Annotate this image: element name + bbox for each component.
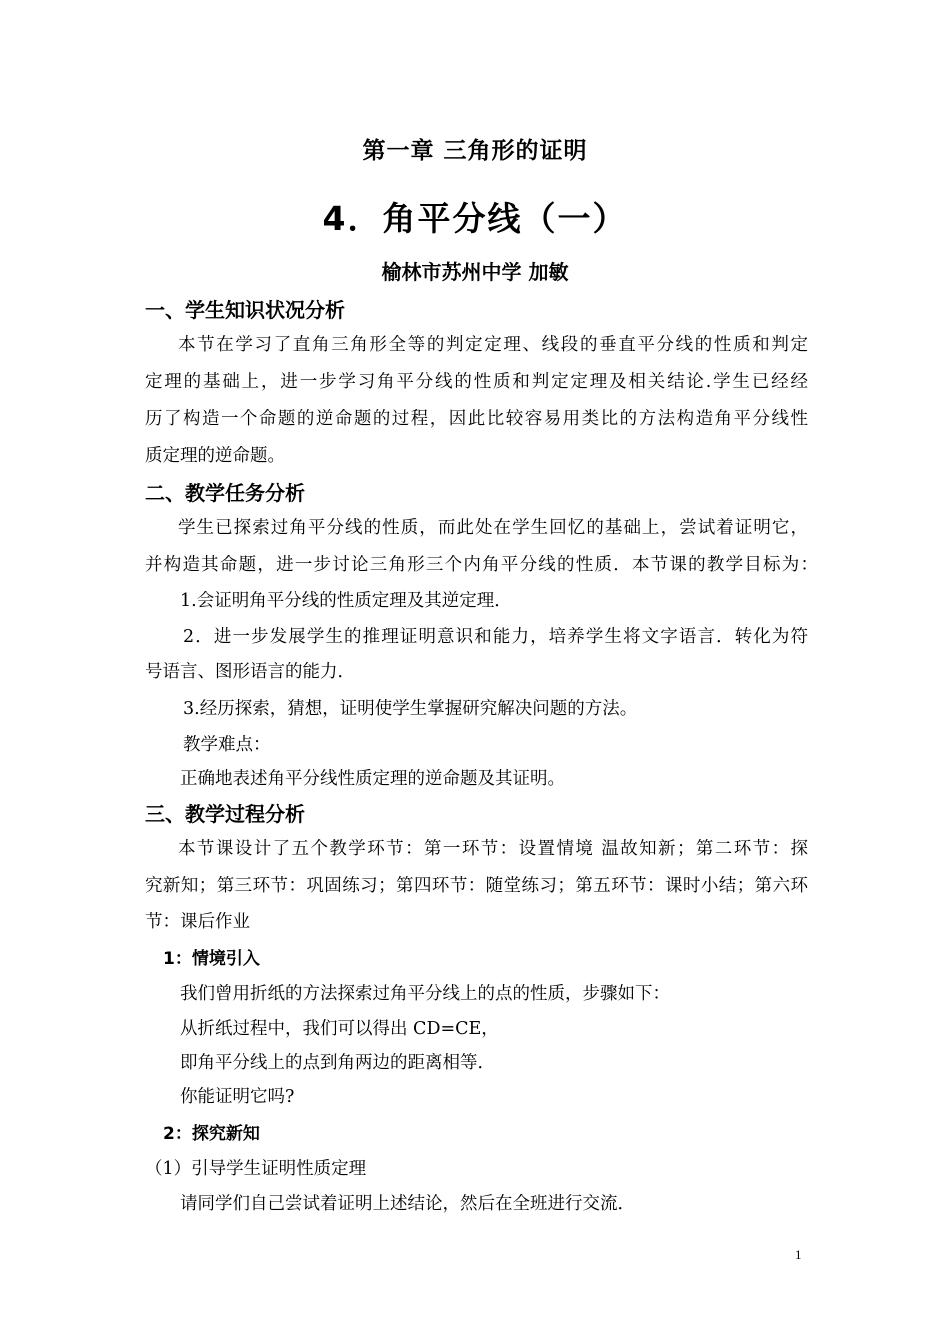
paragraph-line: 从折纸过程中，我们可以得出 CD=CE，	[180, 1019, 499, 1039]
objective-2: 2．进一步发展学生的推理证明意识和能力，培养学生将文字语言．转化为符	[183, 627, 808, 647]
paragraph-line: 学生已探索过角平分线的性质，而此处在学生回忆的基础上，尝试着证明它，	[178, 518, 808, 538]
difficulty-text: 正确地表述角平分线性质定理的逆命题及其证明。	[180, 769, 565, 789]
paragraph-line: 历了构造一个命题的逆命题的过程，因此比较容易用类比的方法构造角平分线性	[145, 409, 808, 429]
chapter-title: 第一章 三角形的证明	[362, 138, 588, 164]
objective-1: 1.会证明角平分线的性质定理及其逆定理．	[180, 591, 512, 611]
paragraph-line: 我们曾用折纸的方法探索过角平分线上的点的性质，步骤如下：	[180, 984, 670, 1004]
paragraph-line: 即角平分线上的点到角两边的距离相等．	[180, 1053, 495, 1073]
paragraph-line: 你能证明它吗?	[180, 1087, 295, 1107]
difficulty-label: 教学难点：	[183, 735, 271, 755]
paragraph-line: 定理的基础上，进一步学习角平分线的性质和判定定理及相关结论.学生已经经	[145, 372, 808, 392]
section-heading-2: 二、教学任务分析	[145, 481, 305, 505]
paragraph-line: 号语言、图形语言的能力．	[145, 662, 355, 682]
paragraph-line: 节：课后作业	[145, 912, 250, 932]
paragraph-line: 请同学们自己尝试着证明上述结论，然后在全班进行交流．	[180, 1194, 635, 1214]
section-heading-1: 一、学生知识状况分析	[145, 298, 345, 322]
paragraph-line: 本节在学习了直角三角形全等的判定定理、线段的垂直平分线的性质和判定	[178, 335, 808, 355]
lesson-title: 4．角平分线（一）	[322, 199, 628, 238]
page-number: 1	[795, 1247, 802, 1262]
paragraph-line: 究新知；第三环节：巩固练习；第四环节：随堂练习；第五环节：课时小结；第六环	[145, 876, 808, 896]
objective-3: 3.经历探索，猜想，证明使学生掌握研究解决问题的方法。	[183, 699, 638, 719]
paragraph-line: （1）引导学生证明性质定理	[145, 1159, 367, 1179]
author-line: 榆林市苏州中学 加敏	[381, 260, 569, 284]
subheading-2: 2：探究新知	[163, 1124, 260, 1144]
paragraph-line: 质定理的逆命题。	[145, 446, 285, 466]
paragraph-line: 本节课设计了五个教学环节：第一环节：设置情境 温故知新；第二环节：探	[178, 839, 808, 859]
paragraph-line: 并构造其命题，进一步讨论三角形三个内角平分线的性质．本节课的教学目标为：	[145, 555, 818, 575]
subheading-1: 1：情境引入	[163, 949, 260, 969]
section-heading-3: 三、教学过程分析	[145, 802, 305, 826]
